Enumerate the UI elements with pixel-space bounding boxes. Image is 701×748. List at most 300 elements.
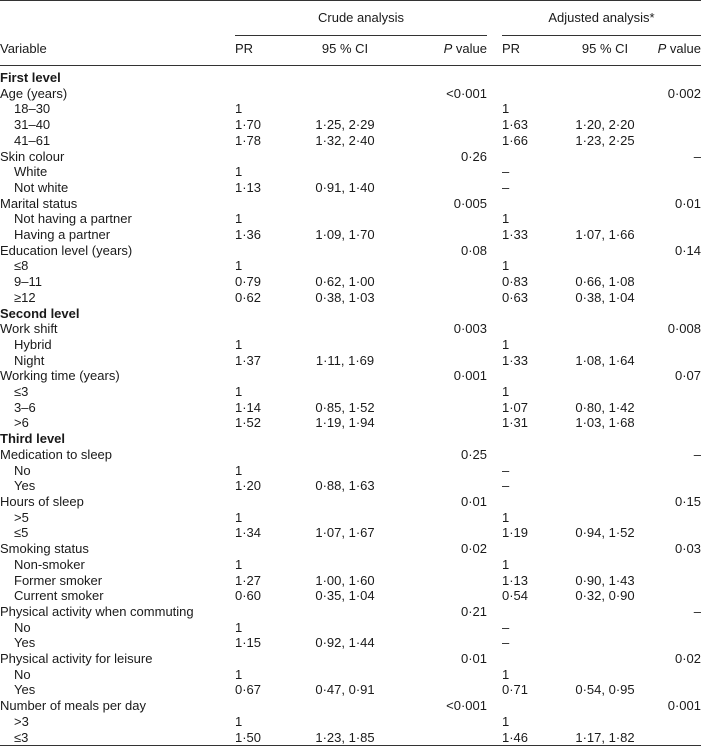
adjusted-pr-cell	[502, 651, 554, 667]
adjusted-p-cell	[656, 431, 701, 447]
crude-pr-cell: 0·62	[235, 289, 262, 305]
table-row	[0, 651, 701, 667]
adjusted-pr-cell: 1	[502, 336, 510, 352]
row-label: 18–30	[14, 101, 51, 117]
adjusted-p-cell	[656, 478, 701, 494]
adjusted-ci-cell	[554, 180, 656, 196]
row-label: No	[14, 619, 31, 635]
spacer-cell	[487, 714, 502, 730]
crude-p-cell	[405, 180, 487, 196]
table-row	[0, 667, 701, 683]
adjusted-ci-cell	[554, 447, 656, 463]
adjusted-p-cell	[656, 573, 701, 589]
adjusted-pr-cell: 1·33	[502, 352, 529, 368]
adjusted-pr-cell: 0·83	[502, 274, 529, 290]
spacer-cell	[487, 86, 502, 102]
adjusted-ci-cell	[554, 337, 656, 353]
table-row	[0, 415, 701, 431]
crude-p-cell	[405, 400, 487, 416]
spacer-cell	[487, 557, 502, 573]
spacer-cell	[487, 573, 502, 589]
adjusted-p-cell	[656, 180, 701, 196]
adjusted-p-cell	[656, 66, 701, 86]
crude-ci-cell: 1·23, 1·85	[285, 730, 405, 746]
crude-ci-cell	[285, 368, 405, 384]
crude-pr-cell	[235, 86, 285, 102]
crude-pr-cell: 0·79	[235, 274, 262, 290]
crude-ci-cell	[285, 431, 405, 447]
table-row	[0, 384, 701, 400]
spacer-cell	[487, 196, 502, 212]
adjusted-pr-cell	[502, 604, 554, 620]
adjusted-pr-cell: 1·13	[502, 572, 529, 588]
adjusted-pr-cell: 1	[502, 713, 510, 729]
adjusted-p-cell: –	[693, 603, 701, 619]
adjusted-p-cell: 0·15	[674, 493, 701, 509]
adjusted-p-cell	[656, 290, 701, 306]
table-row	[0, 635, 701, 651]
adjusted-pr-cell: 1	[502, 101, 510, 117]
table-row	[0, 463, 701, 479]
crude-pr-cell: 1·14	[235, 399, 262, 415]
row-label: Number of meals per day	[0, 698, 146, 714]
adjusted-ci-cell	[554, 66, 656, 86]
row-label: Former smoker	[14, 572, 103, 588]
row-label: Yes	[14, 635, 36, 651]
row-label: Current smoker	[14, 588, 104, 604]
row-label: Not white	[14, 179, 69, 195]
spacer-cell	[487, 635, 502, 651]
adjusted-pr-cell	[502, 306, 554, 322]
adjusted-ci-cell: 0·38, 1·04	[575, 289, 635, 305]
crude-pr-cell	[235, 321, 285, 337]
adjusted-p-cell: 0·008	[667, 321, 701, 337]
adjusted-pr-cell	[502, 149, 554, 165]
crude-pr-cell	[235, 604, 285, 620]
spacer-cell	[487, 510, 502, 526]
adjusted-pr-cell	[502, 447, 554, 463]
row-label: Physical activity for leisure	[0, 651, 153, 667]
crude-p-cell	[405, 274, 487, 290]
crude-ci-cell	[285, 651, 405, 667]
variable-header: Variable	[0, 36, 235, 66]
crude-p-cell	[405, 133, 487, 149]
spacer-cell	[487, 478, 502, 494]
adjusted-p-cell: –	[693, 148, 701, 164]
crude-pr-header: PR	[235, 36, 285, 66]
crude-pr-cell: 1	[235, 164, 243, 180]
crude-ci-cell	[285, 698, 405, 714]
adjusted-p-cell	[656, 620, 701, 636]
crude-pr-cell: 1	[235, 336, 243, 352]
adjusted-pr-cell	[502, 431, 554, 447]
row-label: 9–11	[14, 274, 42, 290]
adjusted-ci-cell	[554, 196, 656, 212]
row-label: Smoking status	[0, 541, 89, 557]
row-label: First level	[0, 70, 61, 85]
table-row	[0, 368, 701, 384]
adjusted-p-cell	[656, 384, 701, 400]
adjusted-p-cell	[656, 510, 701, 526]
spacer-cell	[487, 290, 502, 306]
adjusted-pr-cell: 1·31	[502, 415, 529, 431]
crude-p-cell	[405, 211, 487, 227]
adjusted-pr-cell: 1	[502, 666, 510, 682]
table-row	[0, 86, 701, 102]
crude-p-cell	[405, 620, 487, 636]
row-label: White	[14, 164, 48, 180]
crude-p-cell: 0·08	[460, 242, 487, 258]
adjusted-pr-cell: –	[502, 478, 510, 494]
table-row	[0, 180, 701, 196]
adjusted-ci-cell	[554, 101, 656, 117]
adjusted-p-cell	[656, 164, 701, 180]
table-row	[0, 557, 701, 573]
adjusted-p-cell	[656, 525, 701, 541]
row-label: Working time (years)	[0, 368, 120, 384]
adjusted-pr-cell: 1·19	[502, 525, 529, 541]
spacer-cell	[487, 541, 502, 557]
adjusted-ci-cell	[554, 557, 656, 573]
crude-p-cell	[405, 337, 487, 353]
crude-ci-cell	[285, 494, 405, 510]
adjusted-ci-cell	[554, 478, 656, 494]
crude-ci-cell: 0·85, 1·52	[315, 399, 375, 415]
spacer-cell	[487, 620, 502, 636]
table-row	[0, 149, 701, 165]
adjusted-pr-cell	[502, 321, 554, 337]
table-row	[0, 447, 701, 463]
row-label: Medication to sleep	[0, 446, 113, 462]
crude-ci-cell	[285, 557, 405, 573]
crude-p-cell: <0·001	[446, 698, 487, 714]
adjusted-ci-cell	[554, 698, 656, 714]
table-row	[0, 258, 701, 274]
crude-ci-cell	[285, 541, 405, 557]
adjusted-ci-cell	[554, 494, 656, 510]
crude-p-cell	[405, 557, 487, 573]
crude-ci-cell	[285, 463, 405, 479]
spacer-cell	[487, 243, 502, 259]
adjusted-pr-header: PR	[502, 36, 554, 66]
adjusted-pr-cell: 1	[502, 556, 510, 572]
adjusted-ci-cell	[554, 620, 656, 636]
adjusted-p-cell	[656, 274, 701, 290]
crude-p-cell	[405, 227, 487, 243]
crude-ci-cell	[285, 149, 405, 165]
table-row	[0, 243, 701, 259]
adjusted-ci-cell: 0·80, 1·42	[575, 399, 635, 415]
crude-p-cell	[405, 431, 487, 447]
crude-pr-cell: 1·52	[235, 415, 262, 431]
crude-pr-cell: 1·34	[235, 525, 262, 541]
crude-pr-cell: 1·20	[235, 478, 262, 494]
crude-pr-cell: 0·60	[235, 588, 262, 604]
adjusted-ci-cell	[554, 164, 656, 180]
adjusted-p-cell	[656, 258, 701, 274]
adjusted-p-cell: 0·03	[674, 541, 701, 557]
crude-pr-cell: 1·78	[235, 132, 262, 148]
group-header-row	[0, 1, 701, 36]
table-row	[0, 604, 701, 620]
crude-p-cell	[405, 573, 487, 589]
spacer-cell	[487, 164, 502, 180]
spacer-cell	[487, 180, 502, 196]
table-row	[0, 620, 701, 636]
adjusted-p-cell	[656, 635, 701, 651]
spacer-cell	[487, 274, 502, 290]
table-row	[0, 101, 701, 117]
adjusted-pr-cell	[502, 541, 554, 557]
crude-p-cell	[405, 682, 487, 698]
crude-p-cell	[405, 66, 487, 86]
crude-ci-cell: 1·11, 1·69	[315, 352, 375, 368]
row-label: >5	[14, 509, 29, 525]
crude-pr-cell: 1	[235, 619, 243, 635]
crude-pr-cell: 1	[235, 384, 243, 400]
table-row	[0, 682, 701, 698]
crude-ci-cell	[285, 667, 405, 683]
crude-p-cell	[405, 290, 487, 306]
adjusted-ci-cell	[554, 651, 656, 667]
adjusted-pr-cell: –	[502, 179, 510, 195]
adjusted-pr-cell: 0·71	[502, 682, 529, 698]
table-row	[0, 494, 701, 510]
table-row	[0, 400, 701, 416]
adjusted-ci-cell	[554, 306, 656, 322]
table-body	[0, 66, 701, 746]
table-row	[0, 274, 701, 290]
adjusted-pr-cell: 1	[502, 384, 510, 400]
adjusted-p-cell	[656, 101, 701, 117]
crude-analysis-header: Crude analysis	[235, 1, 487, 36]
crude-pr-cell	[235, 431, 285, 447]
adjusted-p-cell	[656, 667, 701, 683]
adjusted-pr-cell	[502, 243, 554, 259]
table-row	[0, 525, 701, 541]
spacer-cell	[487, 133, 502, 149]
adjusted-ci-cell	[554, 86, 656, 102]
table-row	[0, 290, 701, 306]
spacer-cell	[487, 667, 502, 683]
crude-pr-cell: 0·67	[235, 682, 262, 698]
row-label: ≤3	[0, 730, 235, 746]
crude-pr-cell: 1·37	[235, 352, 262, 368]
adjusted-p-cell	[656, 227, 701, 243]
adjusted-ci-cell: 0·66, 1·08	[575, 274, 635, 290]
crude-pr-cell	[235, 149, 285, 165]
adjusted-p-cell: 0·14	[674, 242, 701, 258]
crude-pr-cell	[235, 196, 285, 212]
adjusted-p-cell	[656, 133, 701, 149]
crude-ci-cell	[285, 86, 405, 102]
table-row	[0, 478, 701, 494]
adjusted-ci-cell	[554, 541, 656, 557]
crude-ci-cell: 0·35, 1·04	[315, 588, 375, 604]
spacer-cell	[487, 258, 502, 274]
crude-p-cell: 0·01	[460, 493, 487, 509]
table-row	[0, 133, 701, 149]
crude-pr-cell: 1	[235, 101, 243, 117]
crude-p-cell	[405, 258, 487, 274]
table-row	[0, 714, 701, 730]
table-row	[0, 227, 701, 243]
row-label: Second level	[0, 305, 80, 321]
adjusted-pr-cell	[502, 196, 554, 212]
adjusted-p-cell	[656, 337, 701, 353]
adjusted-p-cell	[656, 211, 701, 227]
crude-ci-cell	[285, 66, 405, 86]
crude-ci-cell: 1·19, 1·94	[315, 415, 375, 431]
crude-pr-cell: 1	[235, 509, 243, 525]
adjusted-p-cell: –	[693, 446, 701, 462]
adjusted-ci-cell	[554, 714, 656, 730]
crude-ci-cell: 0·47, 0·91	[315, 682, 375, 698]
crude-p-cell	[405, 588, 487, 604]
adjusted-p-cell: 0·02	[674, 651, 701, 667]
row-label: Yes	[14, 682, 36, 698]
row-label: Education level (years)	[0, 242, 133, 258]
crude-p-cell	[405, 714, 487, 730]
table-row	[0, 306, 701, 322]
crude-p-cell	[405, 463, 487, 479]
adjusted-p-cell	[656, 117, 701, 133]
column-header-row	[0, 36, 701, 66]
adjusted-ci-cell	[554, 635, 656, 651]
adjusted-p-cell	[656, 353, 701, 369]
crude-ci-cell: 1·32, 2·40	[315, 132, 375, 148]
crude-ci-cell	[285, 384, 405, 400]
adjusted-pr-cell: –	[502, 462, 510, 478]
row-label: ≤5	[14, 525, 29, 541]
table-row	[0, 66, 701, 86]
crude-ci-cell	[285, 306, 405, 322]
table-row	[0, 510, 701, 526]
adjusted-p-cell	[656, 588, 701, 604]
adjusted-p-cell: 0·01	[674, 195, 701, 211]
crude-pr-cell: 1	[235, 556, 243, 572]
crude-ci-cell	[285, 604, 405, 620]
crude-p-cell: 0·25	[460, 446, 487, 462]
crude-ci-cell	[285, 447, 405, 463]
row-label: Skin colour	[0, 148, 65, 164]
table-row	[0, 164, 701, 180]
adjusted-ci-cell: 1·20, 2·20	[575, 117, 635, 133]
adjusted-pr-cell: 1	[502, 509, 510, 525]
row-label: ≥12	[14, 289, 36, 305]
row-label: >6	[14, 415, 29, 431]
crude-p-cell	[405, 306, 487, 322]
crude-pr-cell	[235, 651, 285, 667]
spacer-cell	[487, 117, 502, 133]
crude-pr-cell	[235, 447, 285, 463]
adjusted-pr-cell: –	[502, 635, 510, 651]
spacer-cell	[487, 384, 502, 400]
spacer-cell	[487, 149, 502, 165]
adjusted-pr-cell	[502, 66, 554, 86]
spacer-cell	[487, 101, 502, 117]
crude-pr-cell: 1·50	[235, 730, 285, 746]
crude-pr-cell	[235, 698, 285, 714]
row-label: ≤3	[14, 384, 29, 400]
spacer-cell	[487, 525, 502, 541]
row-label: Non-smoker	[14, 556, 85, 572]
row-label: Night	[14, 352, 45, 368]
crude-p-cell: 0·26	[460, 148, 487, 164]
spacer-cell	[487, 698, 502, 714]
spacer-cell	[487, 463, 502, 479]
crude-ci-cell	[285, 321, 405, 337]
crude-pr-cell	[235, 494, 285, 510]
spacer-cell	[487, 321, 502, 337]
crude-pr-cell: 1	[235, 211, 243, 227]
crude-pr-cell	[235, 243, 285, 259]
crude-ci-cell	[285, 714, 405, 730]
adjusted-pr-cell: 0·63	[502, 289, 529, 305]
row-label: ≤8	[14, 258, 29, 274]
crude-ci-cell	[285, 101, 405, 117]
crude-p-cell	[405, 353, 487, 369]
adjusted-pr-cell: –	[502, 619, 510, 635]
crude-p-cell	[405, 164, 487, 180]
crude-p-cell	[405, 730, 487, 746]
crude-p-cell	[405, 667, 487, 683]
row-label: No	[14, 462, 31, 478]
crude-pr-cell: 1·15	[235, 635, 262, 651]
adjusted-p-cell	[656, 415, 701, 431]
adjusted-ci-cell	[554, 211, 656, 227]
table-row	[0, 211, 701, 227]
adjusted-ci-cell: 1·08, 1·64	[575, 352, 635, 368]
table-row	[0, 321, 701, 337]
table-row	[0, 117, 701, 133]
row-label: Age (years)	[0, 85, 68, 101]
row-label: Physical activity when commuting	[0, 603, 194, 619]
adjusted-ci-cell: 1·07, 1·66	[575, 227, 635, 243]
adjusted-pr-cell	[502, 698, 554, 714]
crude-p-cell: 0·003	[453, 321, 487, 337]
spacer-cell	[487, 400, 502, 416]
adjusted-ci-cell	[554, 604, 656, 620]
adjusted-pr-cell: 1·63	[502, 117, 529, 133]
table-row	[0, 353, 701, 369]
crude-p-header: P value	[405, 36, 487, 66]
row-label: Marital status	[0, 195, 78, 211]
crude-ci-cell	[285, 243, 405, 259]
adjusted-pr-cell: 1·46	[502, 730, 554, 746]
adjusted-ci-cell	[554, 431, 656, 447]
adjusted-ci-cell	[554, 368, 656, 384]
crude-ci-cell	[285, 620, 405, 636]
adjusted-pr-cell	[502, 494, 554, 510]
adjusted-ci-header: 95 % CI	[554, 36, 656, 66]
adjusted-p-cell: 0·001	[667, 698, 701, 714]
adjusted-ci-cell	[554, 463, 656, 479]
adjusted-p-cell: 0·002	[667, 85, 701, 101]
crude-ci-header: 95 % CI	[285, 36, 405, 66]
crude-p-cell	[405, 101, 487, 117]
crude-p-cell	[405, 635, 487, 651]
crude-pr-cell: 1·70	[235, 117, 262, 133]
crude-pr-cell: 1	[235, 666, 243, 682]
adjusted-ci-cell: 0·54, 0·95	[575, 682, 635, 698]
row-label: Hours of sleep	[0, 493, 84, 509]
crude-pr-cell	[235, 368, 285, 384]
spacer-cell	[487, 604, 502, 620]
crude-pr-cell: 1	[235, 258, 243, 274]
adjusted-ci-cell	[554, 667, 656, 683]
crude-ci-cell	[285, 211, 405, 227]
